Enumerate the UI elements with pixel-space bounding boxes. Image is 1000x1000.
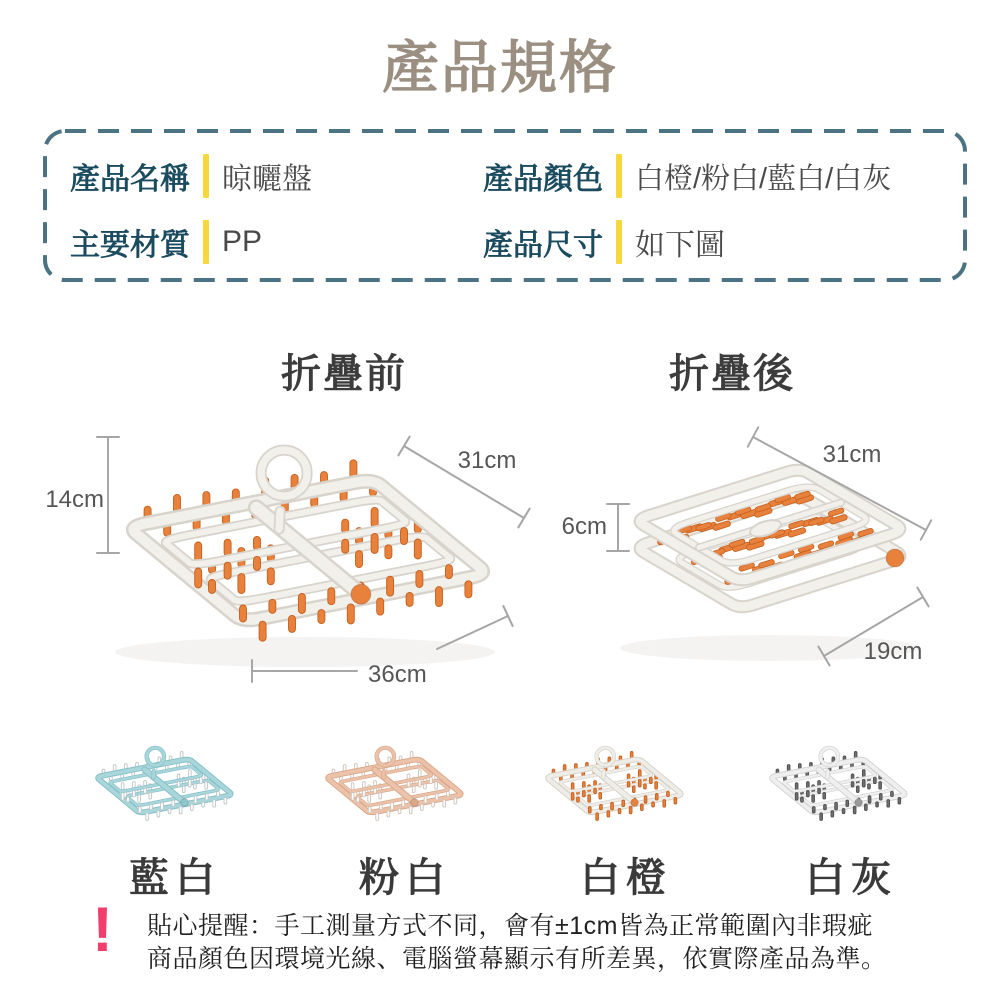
diagram-folded-rack — [620, 470, 920, 661]
spec-cell-name — [70, 151, 312, 201]
variant-thumb-3 — [772, 748, 905, 821]
spec-value-size: 如下圖 — [635, 229, 725, 262]
diagram-label-before: 折疊前 — [281, 352, 407, 396]
dim-before-height: 14cm — [45, 486, 104, 513]
diagram-label-after: 折疊後 — [669, 352, 795, 396]
spec-label-name: 產品名稱 — [70, 163, 190, 196]
spec-cell-color — [483, 151, 891, 201]
yellow-separator — [203, 154, 209, 198]
yellow-separator — [616, 220, 622, 264]
page-title: 產品規格 — [382, 36, 618, 100]
spec-value-name: 晾曬盤 — [222, 163, 312, 196]
variant-label-blue-white: 藍白 — [129, 856, 221, 900]
spec-cell-material — [70, 217, 262, 267]
notice-line-2: 商品顏色因環境光線、電腦螢幕顯示有所差異，依實際產品為準。 — [147, 945, 887, 973]
spec-label-material: 主要材質 — [70, 229, 190, 262]
exclamation-icon: ! — [92, 895, 113, 965]
variant-thumbnails — [98, 748, 905, 821]
variant-label-pink-white: 粉白 — [359, 856, 451, 900]
spec-value-color: 白橙/粉白/藍白/白灰 — [635, 162, 892, 195]
spec-label-color: 產品顏色 — [483, 163, 603, 196]
dim-after-height: 6cm — [561, 513, 607, 540]
spec-value-material: PP — [222, 225, 263, 258]
dim-after-depth: 31cm — [822, 441, 882, 468]
spec-cell-size — [483, 217, 725, 267]
yellow-separator — [616, 154, 622, 198]
variant-thumb-0 — [98, 748, 231, 821]
spec-label-size: 產品尺寸 — [483, 229, 603, 262]
notice-line-1: 貼心提醒：手工測量方式不同，會有±1cm皆為正常範圍內非瑕疵 — [147, 912, 873, 940]
dim-before-width: 36cm — [368, 661, 427, 688]
variant-thumb-1 — [328, 748, 461, 821]
variant-label-white-orange: 白橙 — [580, 856, 672, 900]
diagram-unfolded-rack — [115, 450, 495, 667]
yellow-separator — [203, 220, 209, 264]
dim-before-depth: 31cm — [457, 447, 517, 474]
variant-thumb-2 — [548, 748, 681, 821]
notice-text — [147, 910, 887, 976]
variant-label-white-gray: 白灰 — [805, 856, 897, 900]
dim-after-width: 19cm — [863, 638, 923, 665]
